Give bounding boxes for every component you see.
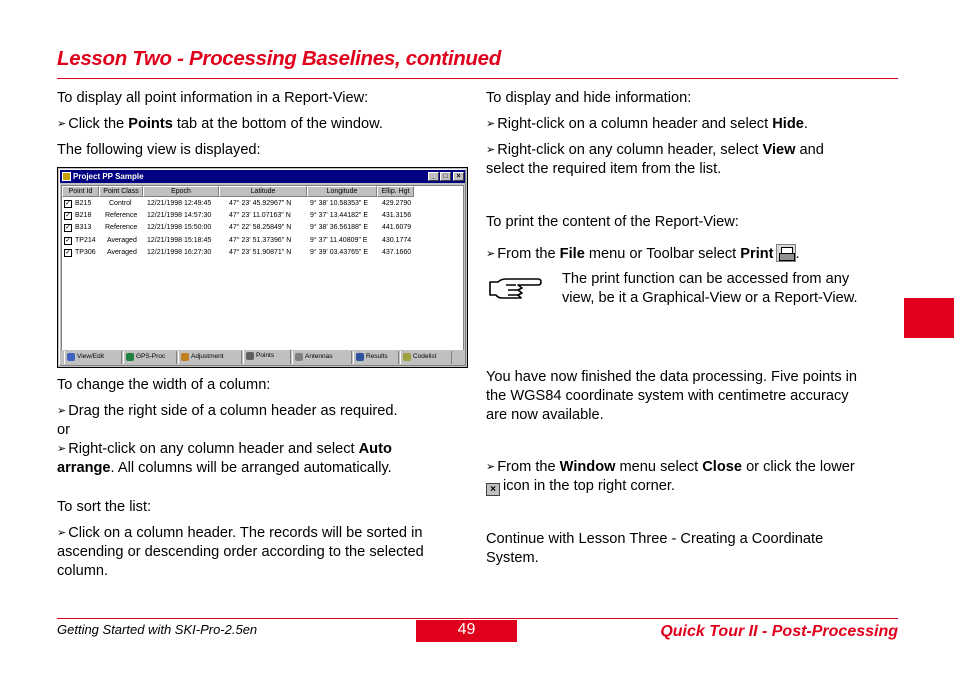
cell-point-id: B313 — [75, 224, 92, 232]
view-tabs — [61, 350, 464, 364]
cell-ellip-hgt: 431.3156 — [382, 212, 412, 220]
tab-view-edit[interactable]: View/Edit — [64, 351, 122, 364]
cell-longitude: 9° 37' 11.40809" E — [310, 236, 368, 244]
row-checkbox[interactable]: ✓ — [65, 212, 71, 220]
cell-latitude: 47° 23' 45.92967" N — [229, 200, 292, 207]
table-row[interactable] — [62, 198, 463, 210]
step-click-points: ➢ Click the Points tab at the bottom of the window. — [57, 116, 383, 132]
row-checkbox[interactable]: ✓ — [65, 224, 71, 232]
row-checkbox[interactable]: ✓ — [65, 200, 71, 207]
cell-epoch: 12/21/1998 15:50:00 — [147, 224, 212, 232]
right-intro: To display and hide information: — [486, 90, 692, 106]
cell-point-class: Control — [109, 200, 132, 207]
maximize-icon[interactable]: □ — [440, 172, 451, 181]
column-header-epoch[interactable]: Epoch — [143, 186, 219, 197]
table-row[interactable] — [62, 210, 463, 222]
column-header-longitude[interactable]: Longitude — [307, 186, 377, 197]
bullet-arrow-icon: ➢ — [486, 143, 496, 156]
minimize-icon[interactable]: _ — [428, 172, 439, 181]
cell-epoch: 12/21/1998 15:18:45 — [147, 236, 212, 244]
cell-epoch: 12/21/1998 12:49:45 — [147, 200, 212, 207]
cell-point-class: Averaged — [107, 248, 137, 256]
report-view-window — [57, 167, 468, 368]
tab-gps-proc[interactable]: GPS-Proc — [123, 351, 177, 364]
tab-adjustment[interactable]: Adjustment — [178, 351, 242, 364]
step-sort: ➢ Click on a column header. The records will be sorted in ascending or descending order according to the selected column. — [57, 525, 424, 579]
codelist-icon — [403, 353, 411, 361]
adjustment-icon — [181, 353, 189, 361]
pointing-hand-icon — [488, 276, 542, 304]
bullet-arrow-icon: ➢ — [57, 526, 67, 539]
footer-rule — [57, 618, 898, 619]
cell-point-class: Reference — [105, 224, 138, 232]
points-icon — [246, 352, 254, 360]
tab-codelist[interactable]: Codelist — [400, 351, 452, 364]
close-icon[interactable]: × — [453, 172, 464, 181]
antennas-icon — [295, 353, 303, 361]
step-auto-arrange: ➢ Right-click on any column header and select Auto arrange. All columns will be arranged automatically. — [57, 441, 392, 476]
window-title: Project PP Sample — [73, 172, 144, 181]
tab-antennas[interactable]: Antennas — [292, 351, 352, 364]
step-hide: ➢ Right-click on a column header and select Hide. — [486, 116, 808, 132]
column-width-heading: To change the width of a column: — [57, 377, 271, 393]
column-header-point-class[interactable]: Point Class — [99, 186, 143, 197]
column-header-latitude[interactable]: Latitude — [219, 186, 307, 197]
cell-longitude: 9° 39' 03.43765" E — [310, 248, 368, 256]
cell-point-class: Averaged — [107, 236, 137, 244]
table-row[interactable] — [62, 235, 463, 247]
report-grid — [61, 185, 464, 357]
step-print: ➢ From the File menu or Toolbar select Print . — [486, 246, 800, 262]
header-rule — [57, 78, 898, 79]
bullet-arrow-icon: ➢ — [486, 117, 496, 130]
or-text: or — [57, 422, 70, 438]
page-title: Lesson Two - Processing Baselines, continued — [57, 47, 501, 70]
bullet-arrow-icon: ➢ — [57, 404, 67, 417]
finished-text: You have now finished the data processing. Five points in the WGS84 coordinate system with centimetre accuracy are now available. — [486, 369, 858, 423]
cell-latitude: 47° 23' 11.07163" N — [229, 212, 291, 220]
close-icon: × — [486, 483, 500, 496]
view-edit-icon — [67, 353, 75, 361]
footer-section-title: Quick Tour II - Post-Processing — [660, 623, 898, 640]
table-row[interactable] — [62, 247, 463, 259]
cell-latitude: 47° 23' 51.37396" N — [229, 236, 292, 244]
cell-epoch: 12/21/1998 16:27:30 — [147, 248, 212, 256]
footer-manual-title: Getting Started with SKI-Pro-2.5en — [57, 622, 258, 637]
results-icon — [356, 353, 364, 361]
cell-ellip-hgt: 430.1774 — [382, 236, 412, 244]
cell-epoch: 12/21/1998 14:57:30 — [147, 212, 212, 220]
cell-longitude: 9° 38' 10.58353" E — [310, 200, 368, 207]
view-displayed-text: The following view is displayed: — [57, 142, 261, 158]
cell-point-id: TP306 — [75, 248, 96, 256]
chapter-tab-marker — [904, 298, 954, 338]
cell-point-id: B215 — [75, 200, 92, 207]
cell-longitude: 9° 38' 36.56188" E — [310, 224, 368, 232]
cell-ellip-hgt: 429.2790 — [382, 200, 412, 207]
continue-text: Continue with Lesson Three - Creating a Coordinate System. — [486, 531, 824, 566]
cell-latitude: 47° 22' 58.25849" N — [229, 224, 292, 232]
cell-point-id: TP214 — [75, 236, 96, 244]
left-intro: To display all point information in a Report-View: — [57, 90, 369, 106]
column-header-ellip-hgt[interactable]: Ellip. Hgt — [377, 186, 414, 197]
step-close: ➢ From the Window menu select Close or click the lower × icon in the top right corner. — [486, 459, 855, 495]
tab-results[interactable]: Results — [353, 351, 399, 364]
cell-point-id: B218 — [75, 212, 92, 220]
row-checkbox[interactable]: ✓ — [65, 248, 71, 256]
bullet-arrow-icon: ➢ — [57, 117, 67, 130]
sort-heading: To sort the list: — [57, 499, 152, 515]
row-checkbox[interactable]: ✓ — [65, 236, 71, 244]
app-icon — [62, 172, 71, 181]
gps-proc-icon — [126, 353, 134, 361]
step-view: ➢ Right-click on any column header, select View and select the required item from the list. — [486, 142, 824, 177]
print-heading: To print the content of the Report-View: — [486, 214, 739, 230]
window-titlebar[interactable] — [60, 170, 465, 183]
tab-points[interactable]: Points — [243, 349, 291, 364]
table-row[interactable] — [62, 222, 463, 234]
bullet-arrow-icon: ➢ — [486, 247, 496, 260]
print-note: The print function can be accessed from any view, be it a Graphical-View or a Report-View. — [562, 271, 858, 306]
column-header-point-id[interactable]: Point Id — [62, 186, 99, 197]
cell-longitude: 9° 37' 13.44182" E — [310, 212, 368, 220]
cell-ellip-hgt: 437.1660 — [382, 248, 412, 256]
printer-icon — [776, 244, 796, 262]
step-drag-column: ➢ Drag the right side of a column header as required. — [57, 403, 398, 419]
bullet-arrow-icon: ➢ — [486, 460, 496, 473]
cell-ellip-hgt: 441.6079 — [382, 224, 412, 232]
bullet-arrow-icon: ➢ — [57, 442, 67, 455]
cell-latitude: 47° 23' 51.90871" N — [229, 248, 292, 256]
page-number: 49 — [416, 620, 517, 642]
cell-point-class: Reference — [105, 212, 138, 220]
